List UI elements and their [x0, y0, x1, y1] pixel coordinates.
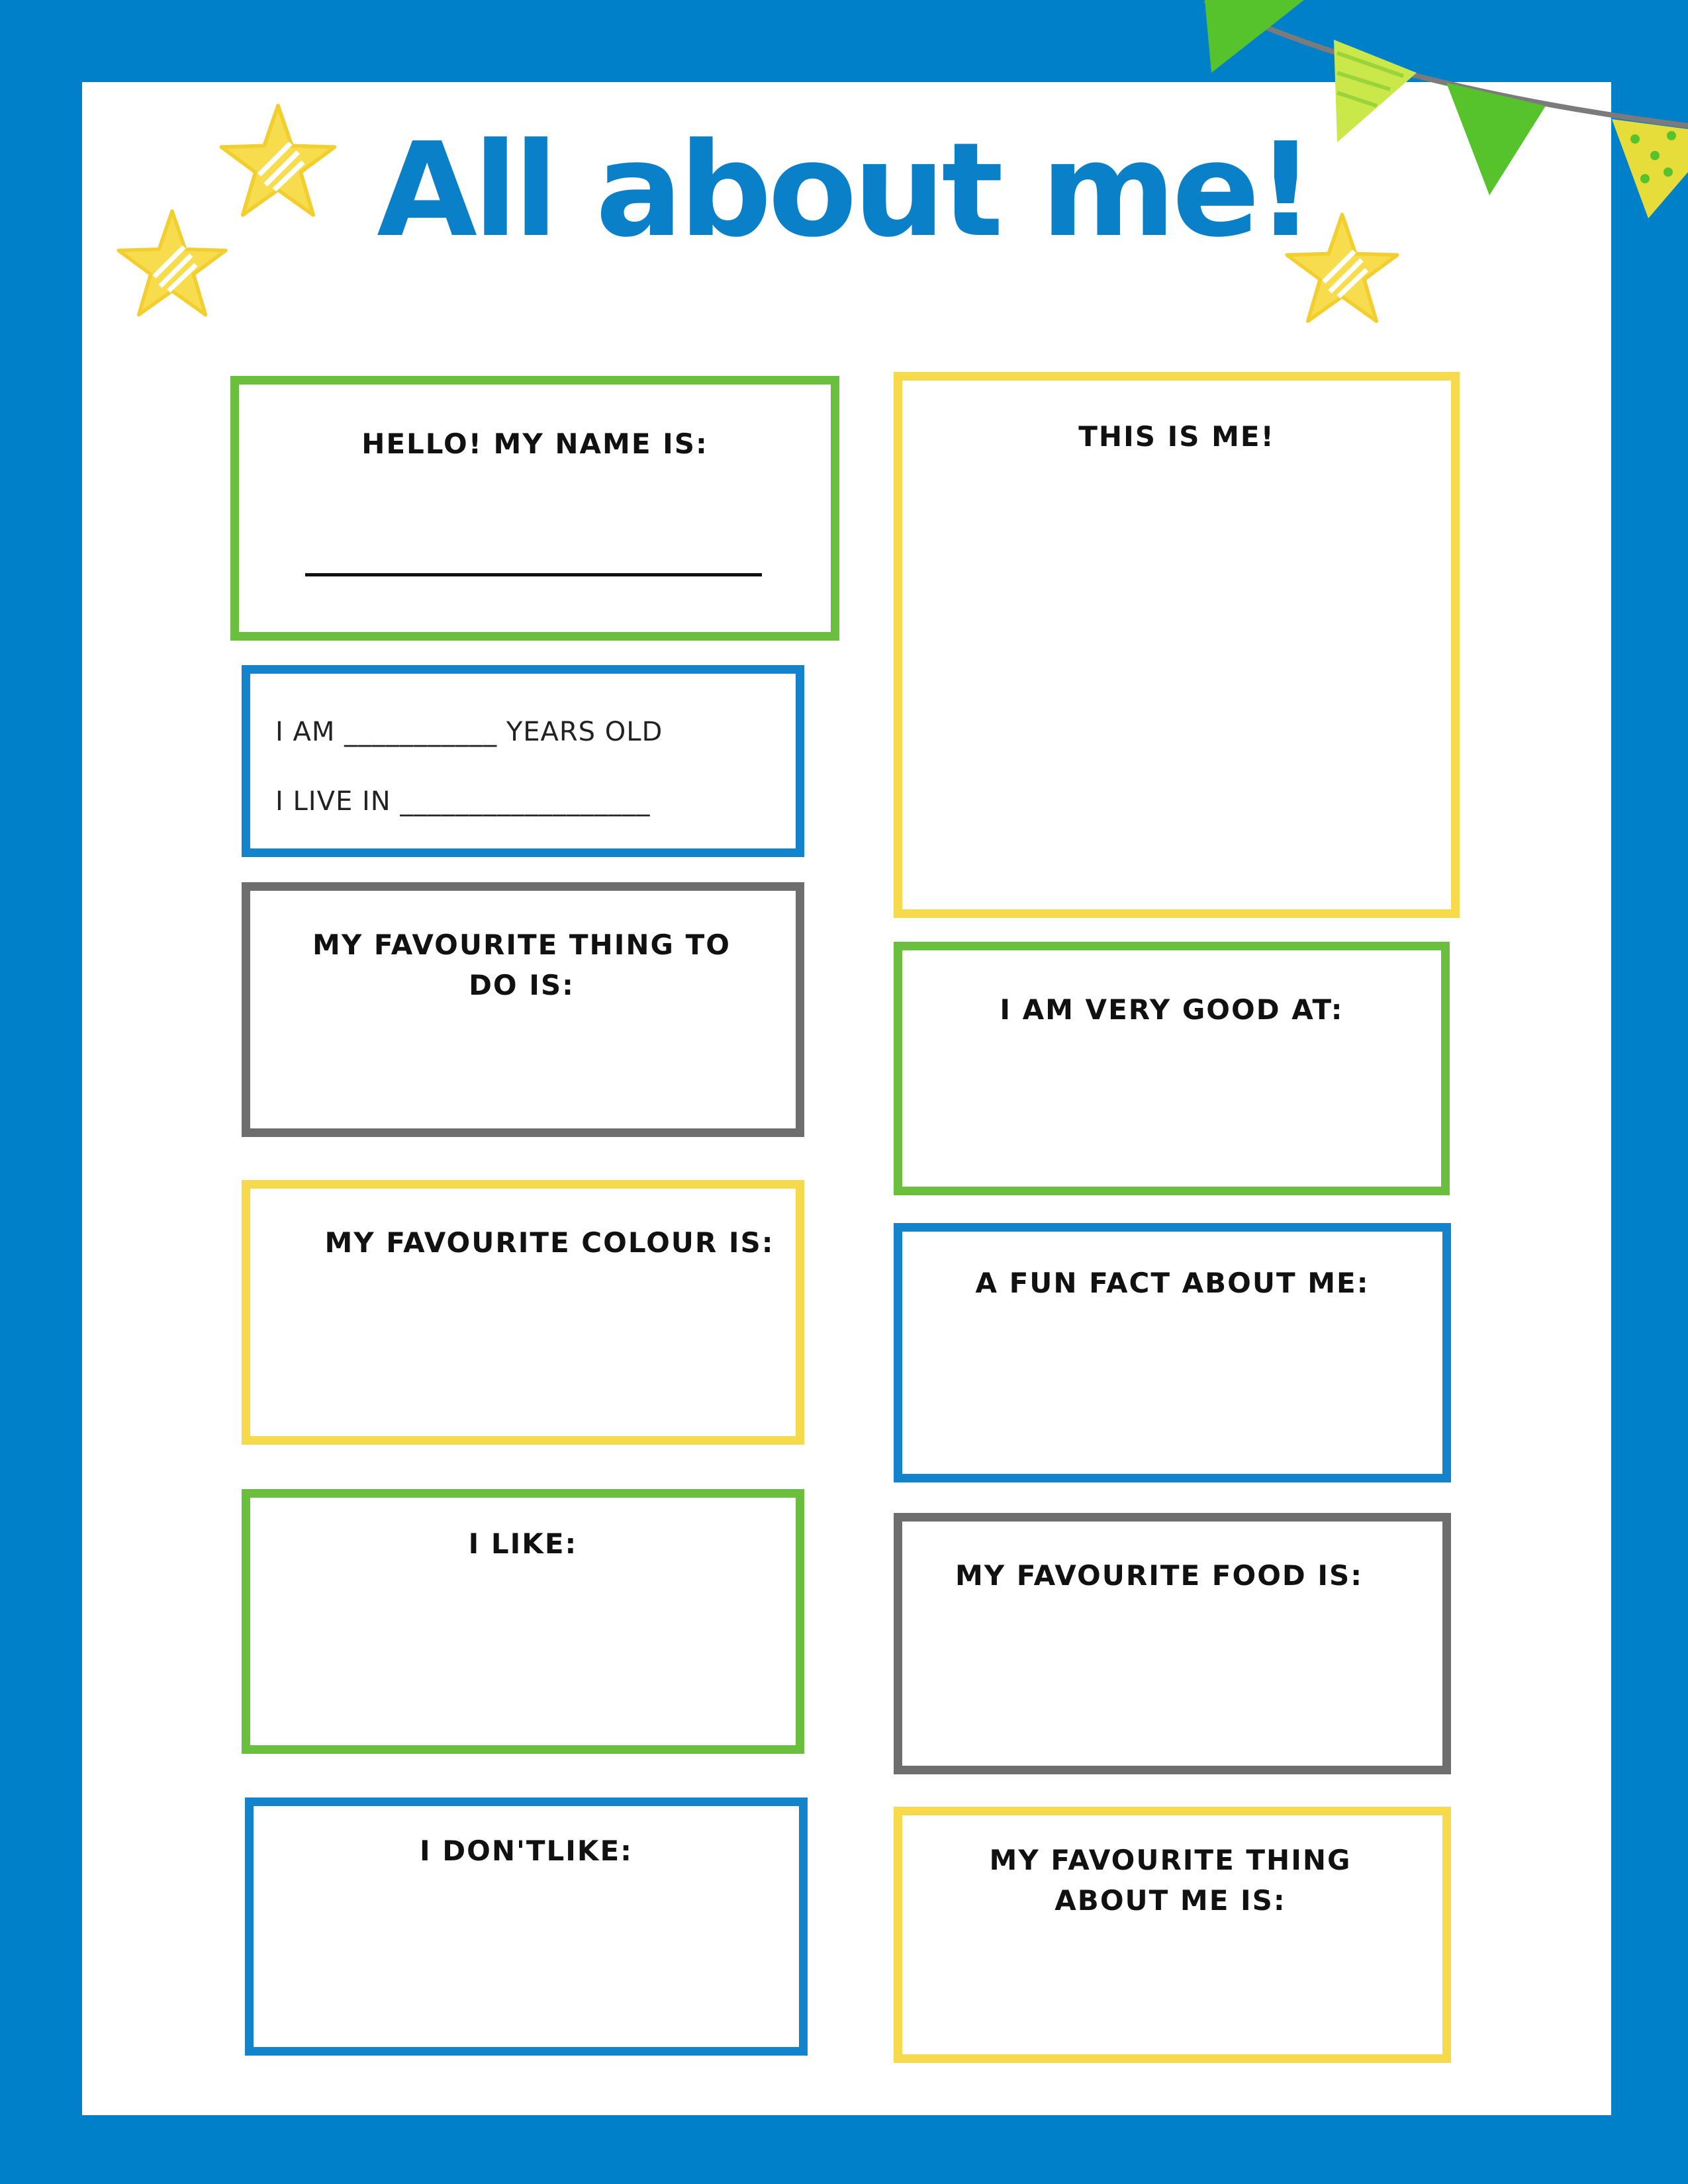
fun-fact-box: [894, 1223, 1451, 1482]
i-dont-like-box: [245, 1797, 808, 2056]
age-home-box: [242, 665, 804, 857]
i-like-box: [242, 1489, 804, 1754]
favourite-thing-about-me-box: [894, 1807, 1451, 2063]
favourite-thing-to-do-label: MY FAVOURITE THING TO DO IS:: [312, 929, 731, 1001]
i-like-label: I LIKE:: [468, 1527, 578, 1560]
very-good-at-label: I AM VERY GOOD AT:: [1000, 993, 1344, 1026]
favourite-colour-box: [242, 1180, 804, 1445]
name-write-line[interactable]: [305, 573, 762, 576]
i-dont-like-label: I DON'TLIKE:: [420, 1835, 633, 1867]
favourite-food-label: MY FAVOURITE FOOD IS:: [955, 1559, 1364, 1592]
favourite-food-box: [894, 1513, 1451, 1774]
favourite-thing-about-me-label: MY FAVOURITE THING ABOUT ME IS:: [989, 1844, 1352, 1917]
favourite-thing-to-do-box: [242, 882, 804, 1137]
age-line[interactable]: I AM ___________ YEARS OLD: [275, 717, 663, 747]
live-in-line[interactable]: I LIVE IN __________________: [275, 786, 651, 817]
this-is-me-label: THIS IS ME!: [1078, 420, 1275, 453]
name-label: HELLO! MY NAME IS:: [361, 428, 708, 460]
favourite-colour-label: MY FAVOURITE COLOUR IS:: [324, 1226, 774, 1259]
name-box: [230, 376, 839, 641]
page-title: All about me!: [377, 115, 1311, 266]
this-is-me-box: [894, 372, 1460, 918]
fun-fact-label: A FUN FACT ABOUT ME:: [975, 1267, 1370, 1299]
very-good-at-box: [894, 942, 1450, 1195]
